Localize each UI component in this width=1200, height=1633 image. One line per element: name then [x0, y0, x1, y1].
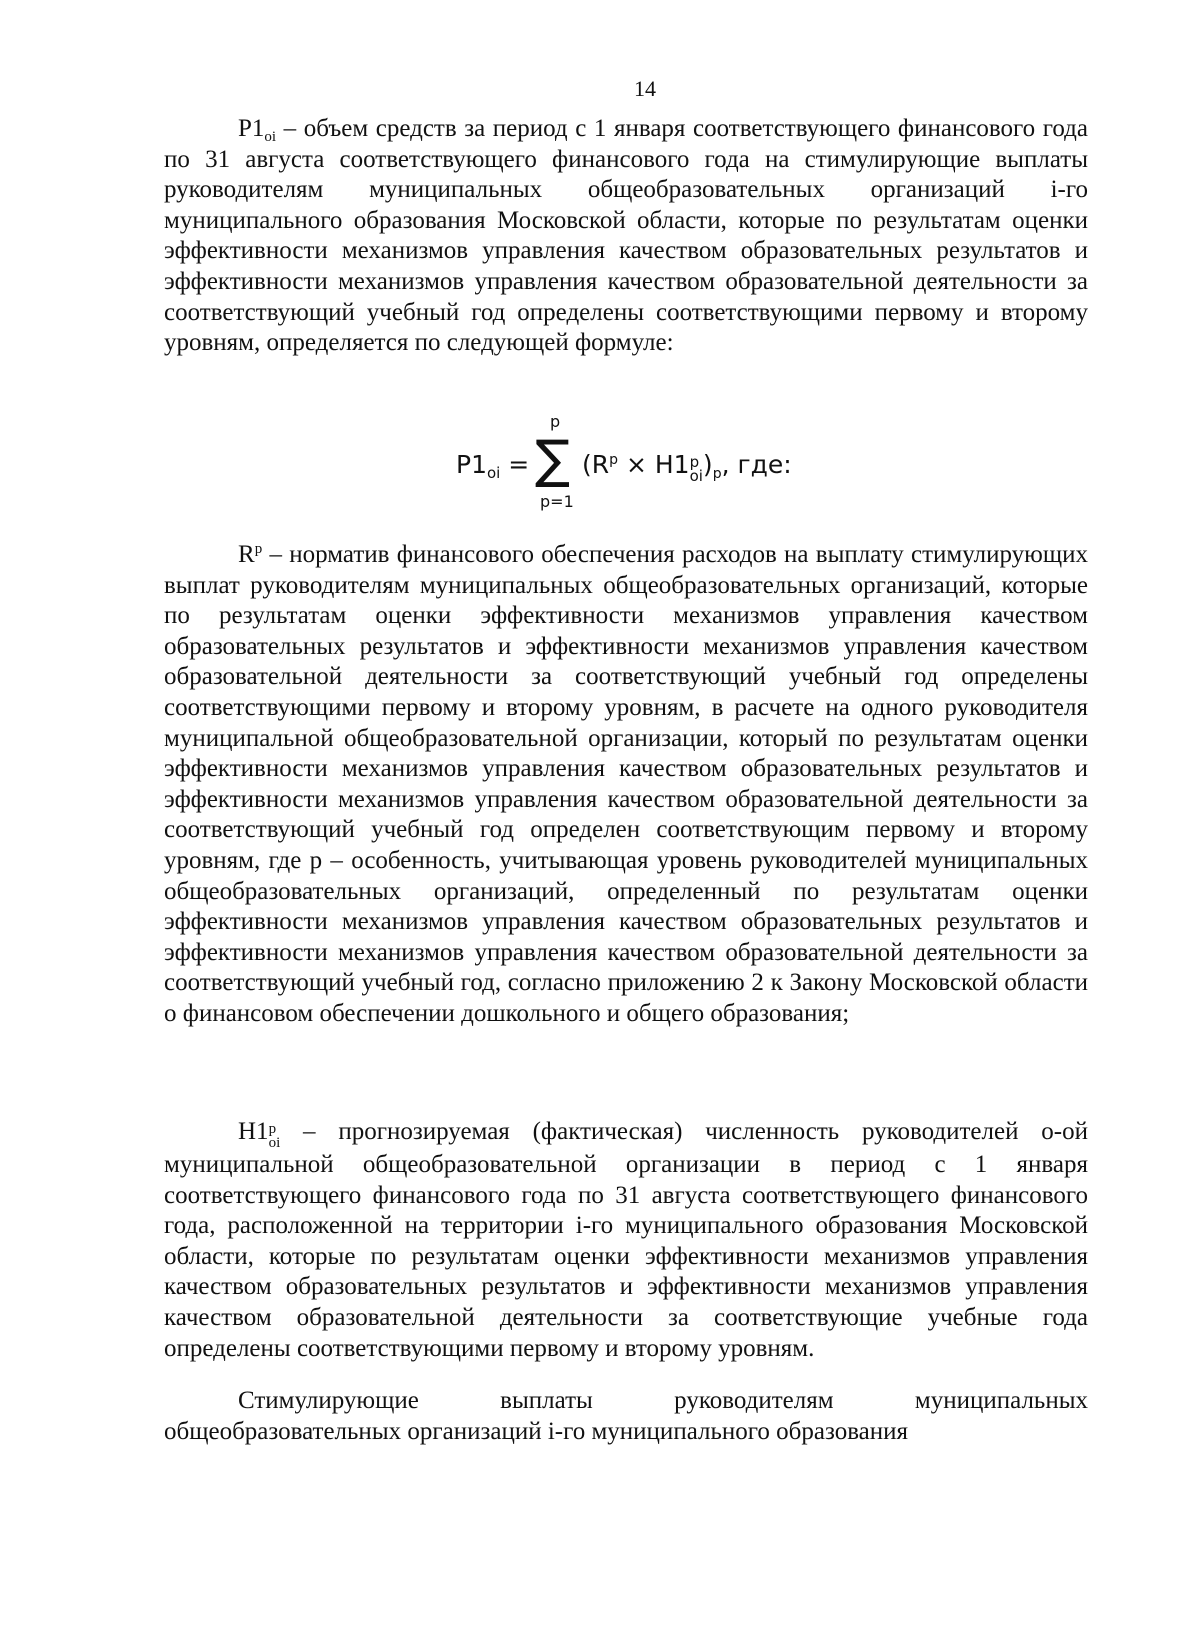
paragraph-text: – объем средств за период с 1 января соответствующего финансового года по 31 августа соответствующего финансового года на стимулирующие выплаты руководителям муниципальных общеобразовательных организаций i-го муниципального образования Московской области, которые по результатам оценки эффективности механизмов управления качеством образовательных результатов и эффективности механизмов управления качеством образовательной деятельности за соответствующий учебный год определены соответствующими первому и второму уровням, определяется по следующей формуле:	[164, 115, 1088, 357]
paragraph-p1-definition	[164, 114, 1088, 359]
formula-p1	[440, 412, 860, 522]
paragraph-text: – норматив финансового обеспечения расходов на выплату стимулирующих выплат руководителям муниципальных общеобразовательных организаций, которые по результатам оценки эффективности механизмов управления качеством образовательных результатов и эффективности механизмов управления качеством образовательной деятельности за соответствующий учебный год определены соответствующими первому и второму уровням, в расчете на одного руководителя муниципальной общеобразовательной организации, который по результатам оценки эффективности механизмов управления качеством образовательных результатов и эффективности механизмов управления качеством образовательной деятельности за соответствующий учебный год определен соответствующим первому и второму уровням, где p – особенность, учитывающая уровень руководителей муниципальных общеобразовательных организаций, определенный по результатам оценки эффективности механизмов управления качеством образовательных результатов и эффективности механизмов управления качеством образовательной деятельности за соответствующий учебный год, согласно приложению 2 к Закону Московской области о финансовом обеспечении дошкольного и общего образования;	[164, 541, 1088, 1027]
sum-upper-limit: p	[550, 412, 561, 431]
paragraph-h1-definition	[164, 1117, 1088, 1364]
paragraph-text: Стимулирующие выплаты руководителям муниципальных общеобразовательных организаций i-го муниципального образования	[164, 1387, 1088, 1445]
symbol-p1: $P1_{oi}$	[238, 115, 277, 145]
symbol-h1: H1 p oi	[238, 1118, 281, 1151]
page-number: 14	[634, 76, 656, 101]
paragraph-stimulating-payments	[164, 1386, 1088, 1447]
sum-symbol: ∑	[535, 430, 571, 490]
paragraph-rp-definition	[164, 540, 1088, 1030]
formula-rhs: ($R^p \times H1$ p oi )$_p$, где:	[582, 450, 792, 485]
formula-lhs: $P1_{oi}$ =	[456, 450, 530, 482]
sum-lower-limit: p=1	[540, 492, 574, 511]
paragraph-text: – прогнозируемая (фактическая) численность руководителей o-ой муниципальной общеобразовательной организации в период с 1 января соответствующего финансового года по 31 августа соответствующего финансового года, расположенной на территории i-го муниципального образования Московской области, которые по результатам оценки эффективности механизмов управления качеством образовательных результатов и эффективности механизмов управления качеством образовательной деятельности за соответствующие учебные года определены соответствующими первому и второму уровням.	[164, 1118, 1088, 1362]
symbol-rp: $R^p$	[238, 541, 263, 568]
